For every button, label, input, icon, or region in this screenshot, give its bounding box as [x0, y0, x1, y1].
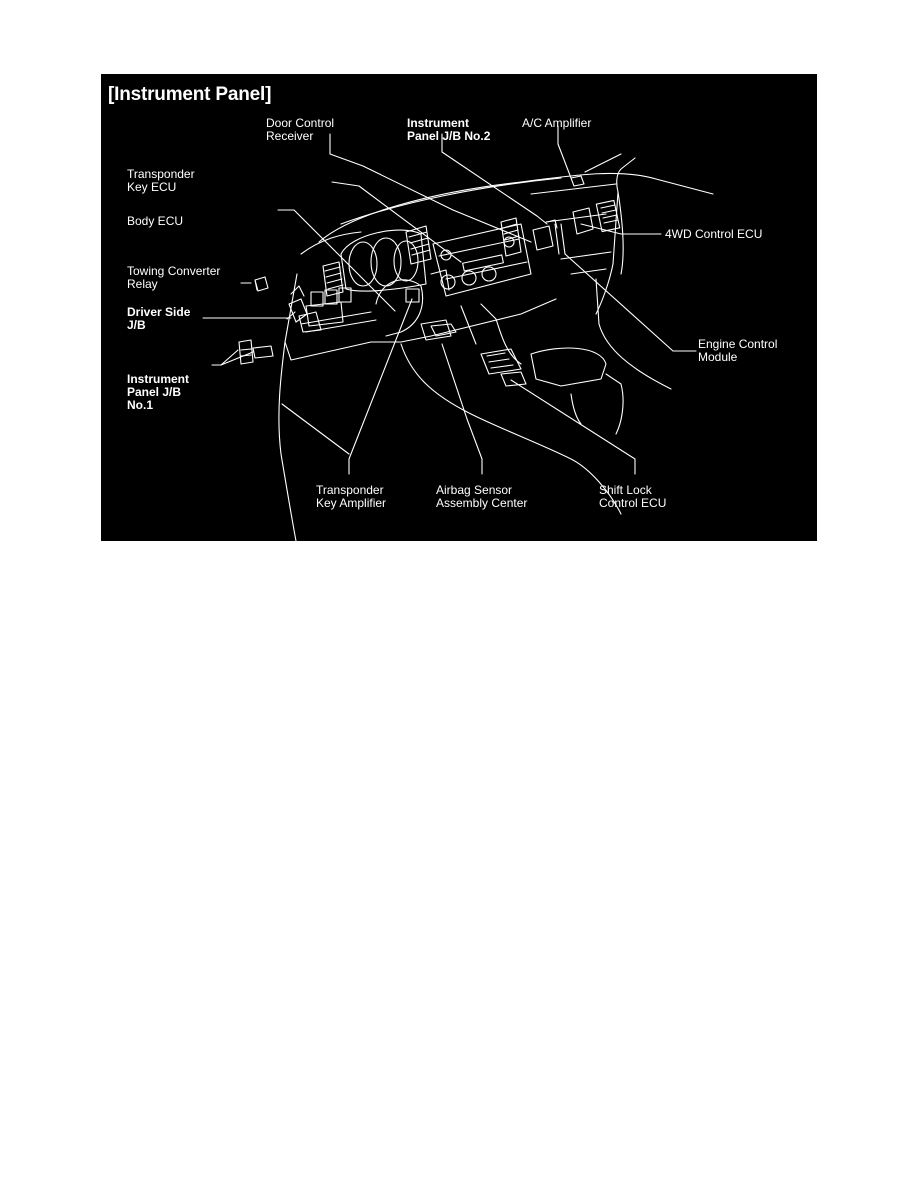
instrument-panel-diagram	[101, 74, 817, 541]
label-body-ecu: Body ECU	[127, 214, 184, 228]
label-instrument-panel-jb-no2: Instrument Panel J/B No.2	[407, 116, 491, 143]
label-shift-lock-control-ecu: Shift Lock Control ECU	[599, 483, 667, 510]
label-door-control-receiver: Door Control Receiver	[266, 116, 335, 143]
label-transponder-key-ecu: Transponder Key ECU	[127, 167, 195, 194]
label-4wd-control-ecu: 4WD Control ECU	[665, 227, 763, 241]
label-engine-control-module: Engine Control Module	[698, 337, 778, 364]
dashboard-line-art	[101, 74, 817, 541]
label-ac-amplifier: A/C Amplifier	[522, 116, 592, 130]
label-towing-converter-relay: Towing Converter Relay	[127, 264, 221, 291]
diagram-title: [Instrument Panel]	[108, 84, 272, 105]
label-driver-side-jb: Driver Side J/B	[127, 305, 191, 332]
label-airbag-sensor-assembly-center: Airbag Sensor Assembly Center	[436, 483, 528, 510]
label-transponder-key-amplifier: Transponder Key Amplifier	[316, 483, 387, 510]
label-instrument-panel-jb-no1: Instrument Panel J/B No.1	[127, 372, 190, 412]
